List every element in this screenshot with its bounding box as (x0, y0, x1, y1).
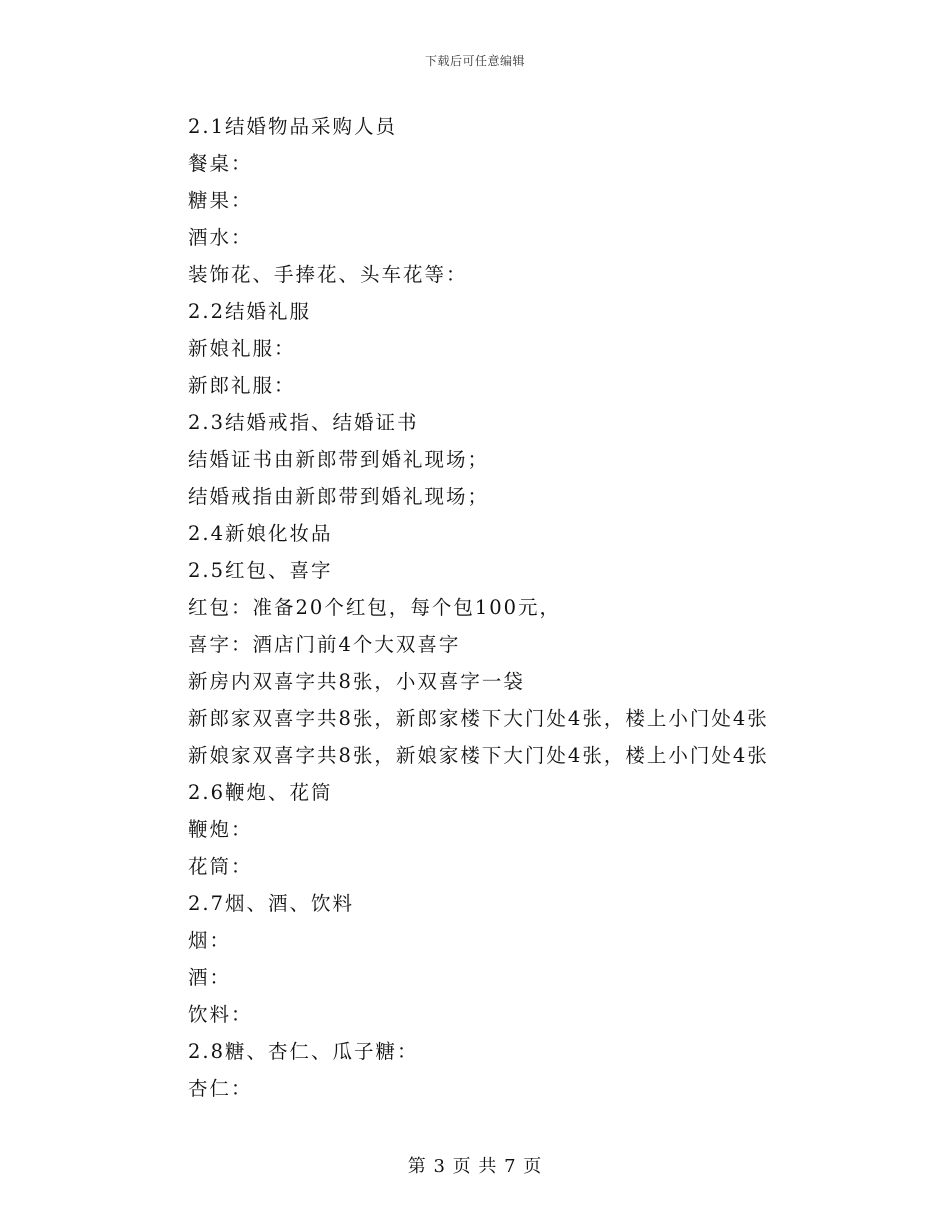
text-line: 烟： (188, 929, 232, 952)
text-line: 新郎礼服： (188, 374, 296, 397)
section-heading: 2.8糖、杏仁、瓜子糖： (188, 1040, 419, 1063)
section-heading: 2.5红包、喜字 (188, 559, 333, 582)
text-line: 杏仁： (188, 1077, 253, 1100)
document-body (188, 108, 828, 1107)
text-line: 红包：准备20个红包，每个包100元， (188, 596, 562, 619)
text-line: 酒水： (188, 226, 253, 249)
text-line: 装饰花、手捧花、头车花等： (188, 263, 468, 286)
text-line: 新娘家双喜字共8张，新娘家楼下大门处4张，楼上小门处4张 (188, 744, 769, 767)
section-heading: 2.4新娘化妆品 (188, 522, 333, 545)
text-line: 鞭炮： (188, 818, 253, 841)
text-line: 新郎家双喜字共8张，新郎家楼下大门处4张，楼上小门处4张 (188, 707, 769, 730)
text-line: 结婚戒指由新郎带到婚礼现场； (188, 485, 490, 508)
text-line: 饮料： (188, 1003, 253, 1026)
text-line: 餐桌： (188, 152, 253, 175)
section-heading: 2.3结婚戒指、结婚证书 (188, 411, 419, 434)
page-number-footer: 第 3 页 共 7 页 (407, 1156, 543, 1177)
section-heading: 2.2结婚礼服 (188, 300, 312, 323)
section-heading: 2.1结婚物品采购人员 (188, 115, 398, 138)
text-line: 糖果： (188, 189, 253, 212)
text-line: 结婚证书由新郎带到婚礼现场； (188, 448, 490, 471)
text-line: 酒： (188, 966, 232, 989)
text-line: 新娘礼服： (188, 337, 296, 360)
page-header-note: 下载后可任意编辑 (424, 54, 525, 68)
text-line: 花筒： (188, 855, 253, 878)
text-line: 喜字：酒店门前4个大双喜字 (188, 633, 461, 656)
section-heading: 2.7烟、酒、饮料 (188, 892, 355, 915)
text-line: 新房内双喜字共8张，小双喜字一袋 (188, 670, 525, 693)
section-heading: 2.6鞭炮、花筒 (188, 781, 333, 804)
